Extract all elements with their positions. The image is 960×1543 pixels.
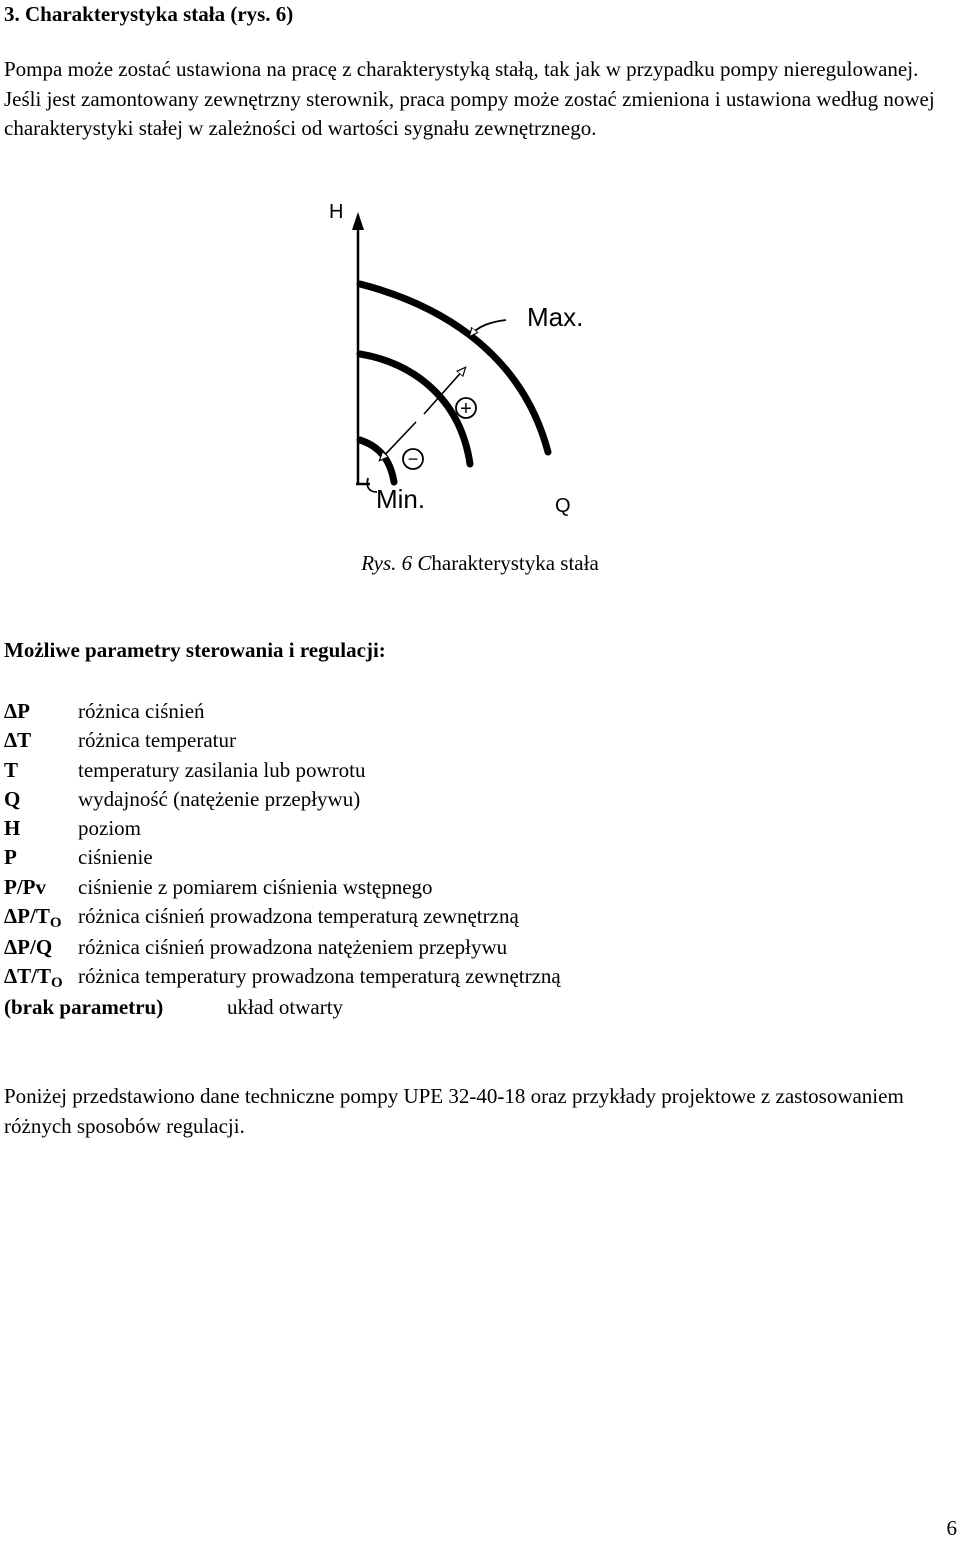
parameter-description: poziom	[78, 816, 141, 841]
plus-symbol: +	[460, 398, 472, 420]
caption-text: harakterystyka stała	[431, 551, 599, 575]
caption-prefix: Rys. 6 C	[361, 551, 432, 575]
min-curve	[360, 440, 394, 482]
constant-curve-figure	[320, 196, 620, 526]
intro-paragraph: Pompa może zostać ustawiona na pracę z charakterystyką stałą, tak jak w przypadku pompy nieregulowanej. Jeśli jest zamontowany zewnętrzny sterownik, praca pompy może zostać zmieniona i ustawiona według nowej charakterystyki stałej w zależności od wartości sygnału zewnętrznego.	[4, 57, 935, 140]
parameter-symbol: H	[4, 816, 21, 841]
parameter-symbol: ΔT	[4, 728, 32, 753]
parameter-description: ciśnienie z pomiarem ciśnienia wstępnego	[78, 874, 433, 899]
parameter-description: wydajność (natężenie przepływu)	[78, 786, 361, 811]
y-axis-label: H	[329, 201, 344, 223]
parameter-symbol	[4, 902, 62, 931]
parameter-symbol-subscript: O	[49, 915, 62, 932]
parameter-symbol: P/Pv	[4, 874, 46, 899]
parameter-symbol: (brak parametru)	[4, 995, 164, 1020]
parameter-symbol-main: ΔT/T	[4, 964, 52, 989]
parameter-description: temperatury zasilania lub powrotu	[78, 757, 366, 782]
x-axis-label: Q	[555, 495, 571, 517]
parameter-symbol: ΔP/Q	[4, 935, 53, 960]
parameter-description: ciśnienie	[78, 845, 153, 870]
max-leader-arrow-icon	[470, 320, 506, 336]
parameter-symbol-subscript: O	[51, 975, 63, 992]
parameter-description: różnica ciśnień	[78, 699, 205, 723]
figure-caption	[0, 549, 960, 577]
parameter-symbol	[4, 962, 63, 991]
closing-paragraph: Poniżej przedstawiono dane techniczne pompy UPE 32-40-18 oraz przykłady projektowe z zastosowaniem różnych sposobów regulacji.	[4, 1084, 904, 1138]
page-number: 6	[946, 1516, 957, 1540]
parameter-description: różnica temperatur	[78, 728, 236, 753]
parameter-symbol: T	[4, 757, 19, 782]
min-label: Min.	[376, 484, 426, 514]
parameter-symbol: ΔP	[4, 699, 30, 723]
minus-symbol: −	[407, 449, 419, 469]
parameter-symbol: Q	[4, 786, 21, 811]
parameter-description: różnica ciśnień prowadzona temperaturą zewnętrzną	[78, 904, 519, 929]
max-curve	[360, 284, 548, 452]
parameter-symbol-main: ΔP/T	[4, 904, 50, 929]
parameter-description: układ otwarty	[227, 995, 344, 1020]
section-heading: 3. Charakterystyka stała (rys. 6)	[4, 2, 294, 26]
max-label: Max.	[527, 302, 584, 332]
y-axis-arrow-icon	[352, 212, 364, 230]
parameter-symbol: P	[4, 845, 17, 870]
parameter-description: różnica temperatury prowadzona temperaturą zewnętrzną	[78, 964, 561, 989]
parameter-description: różnica ciśnień prowadzona natężeniem przepływu	[78, 935, 508, 960]
parameters-title: Możliwe parametry sterowania i regulacji:	[4, 638, 386, 662]
constant-curve-diagram	[320, 196, 620, 526]
